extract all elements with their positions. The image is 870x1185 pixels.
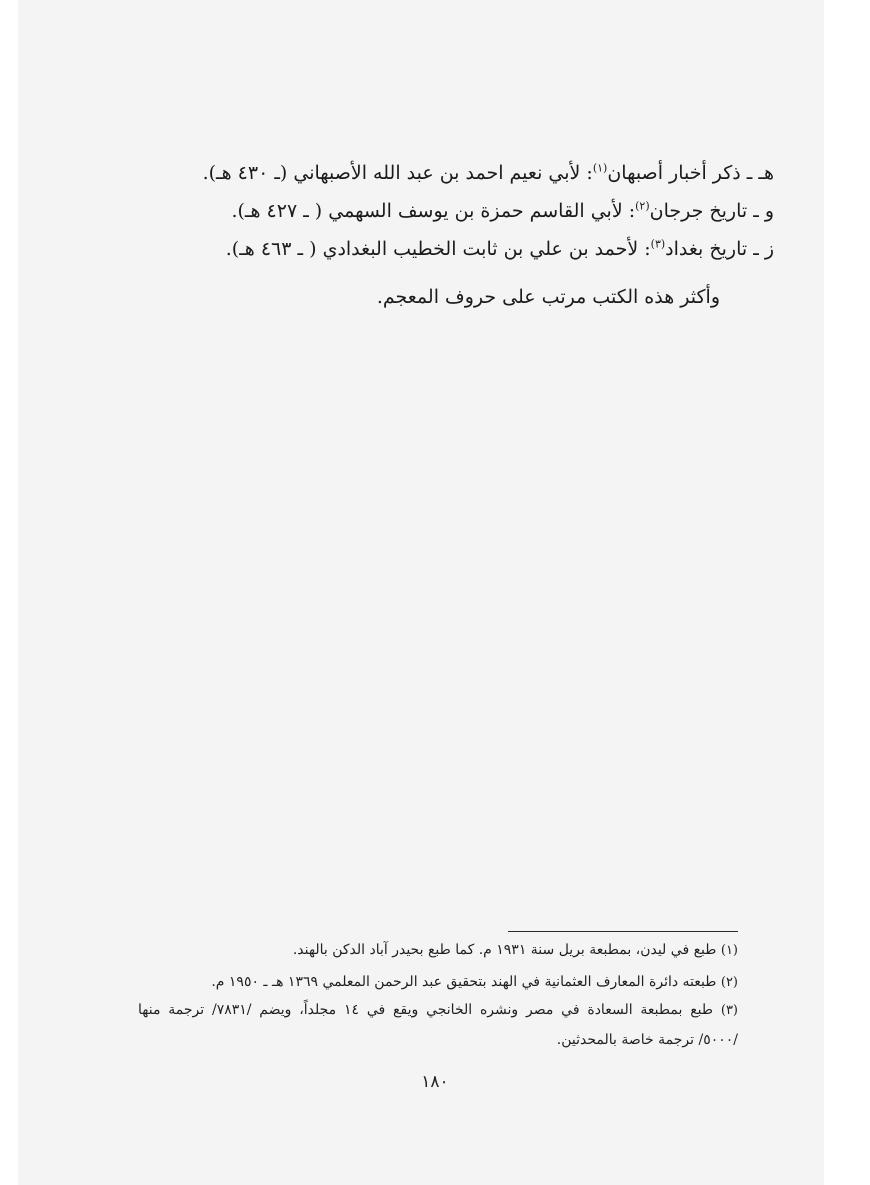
entry-1-text-after: : لأبي نعيم احمد بن عبد الله الأصبهاني (ـ ٤٣٠ هـ). bbox=[202, 162, 593, 184]
footnote-3 bbox=[138, 998, 738, 1023]
footnote-separator bbox=[508, 931, 738, 932]
footnote-ref-2: (٢) bbox=[635, 199, 650, 213]
footnote-2-text: طبعته دائرة المعارف العثمانية في الهند بتحقيق عبد الرحمن المعلمي ١٣٦٩ هـ ـ ١٩٥٠ م. bbox=[211, 974, 717, 990]
closing-sentence: وأكثر هذه الكتب مرتب على حروف المعجم. bbox=[376, 286, 720, 308]
footnote-2 bbox=[211, 970, 738, 995]
entry-3-text-before: ز ـ تاريخ بغداد bbox=[665, 238, 774, 260]
entry-line-2 bbox=[160, 192, 774, 230]
entry-1-text-before: هـ ـ ذكر أخبار أصبهان bbox=[607, 162, 774, 184]
footnote-3-continuation: /٥٠٠٠/ ترجمة خاصة بالمحدثين. bbox=[556, 1032, 738, 1048]
footnote-3-text: طبع بمطبعة السعادة في مصر ونشره الخانجي ويقع في ١٤ مجلداً، ويضم /٧٨٣١/ ترجمة منها bbox=[138, 1002, 714, 1018]
footnote-3-number: (٣) bbox=[720, 1003, 738, 1018]
page-number: ١٨٠ bbox=[421, 1072, 449, 1092]
footnote-ref-3: (٣) bbox=[650, 237, 666, 251]
entry-3-text-after: : لأحمد بن علي بن ثابت الخطيب البغدادي ( ـ ٤٦٣ هـ). bbox=[225, 238, 651, 260]
entry-2-text-after: : لأبي القاسم حمزة بن يوسف السهمي ( ـ ٤٢٧ هـ). bbox=[231, 200, 636, 222]
entry-line-3 bbox=[160, 230, 774, 268]
footnote-1 bbox=[293, 938, 738, 963]
entry-2-text-before: و ـ تاريخ جرجان bbox=[649, 200, 774, 222]
footnote-1-number: (١) bbox=[720, 943, 738, 958]
footnote-2-number: (٢) bbox=[720, 975, 738, 990]
footnote-1-text: طبع في ليدن، بمطبعة بريل سنة ١٩٣١ م. كما طبع بحيدر آباد الدكن بالهند. bbox=[292, 942, 717, 958]
entry-line-1 bbox=[160, 154, 774, 192]
footnote-ref-1: (١) bbox=[592, 161, 608, 175]
